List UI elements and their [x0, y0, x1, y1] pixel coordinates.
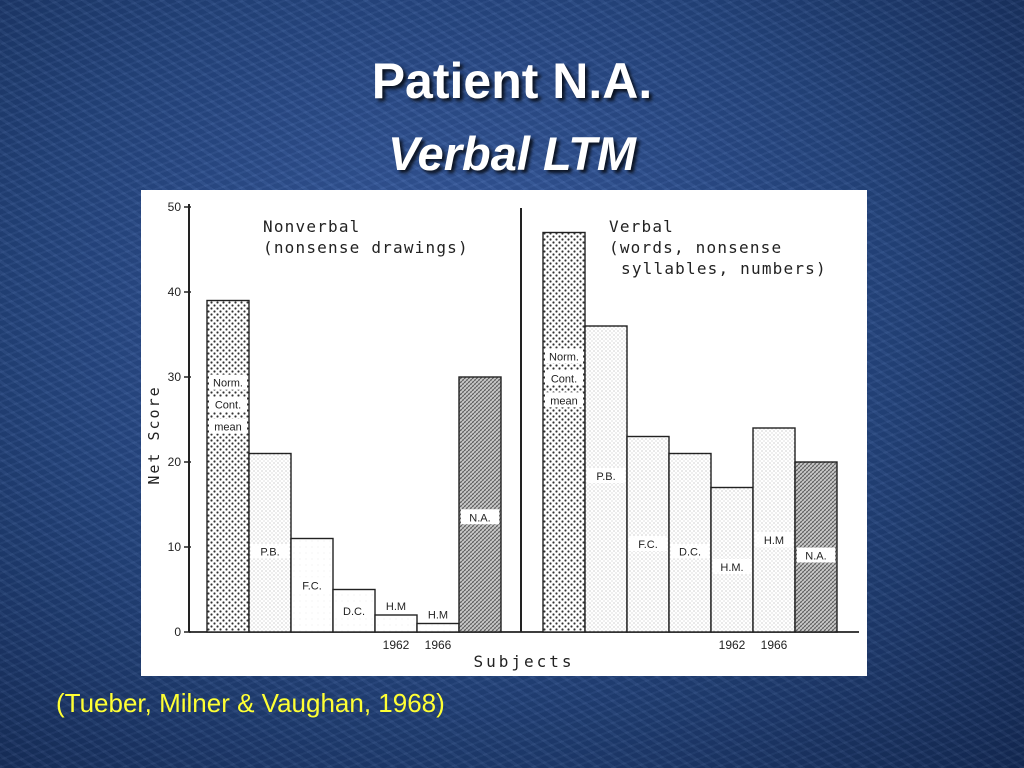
- slide-subtitle: Verbal LTM: [387, 127, 637, 180]
- y-tick-label: 0: [174, 625, 181, 639]
- x-axis-title: Subjects: [473, 652, 575, 671]
- y-tick-label: 50: [167, 200, 181, 214]
- y-tick-label: 10: [167, 540, 181, 554]
- citation: (Tueber, Milner & Vaughan, 1968): [56, 688, 445, 718]
- bar-label: N.A.: [805, 550, 827, 563]
- bar-label: D.C.: [679, 546, 701, 559]
- panel-1-header-line-1: Nonverbal: [263, 217, 361, 236]
- bar-label: Cont.: [214, 399, 242, 412]
- panel-2-header-line-3: syllables, numbers): [621, 259, 827, 278]
- y-tick-label: 20: [167, 455, 181, 469]
- bar-1-1: [207, 301, 249, 633]
- bar-label: mean: [214, 421, 242, 434]
- bar-1-5: [375, 615, 417, 632]
- bar-label: P.B.: [260, 546, 280, 559]
- bar-year-label: 1966: [424, 638, 452, 652]
- bar-year-label: 1962: [382, 638, 410, 652]
- bar-label: Cont.: [550, 373, 578, 386]
- bar-2-7: [795, 462, 837, 632]
- bar-year-label: 1962: [718, 638, 746, 652]
- bar-label: H.M: [763, 535, 785, 548]
- bar-1-2: [249, 454, 291, 633]
- y-axis-title: Net Score: [145, 385, 163, 485]
- panel-1-header-line-2: (nonsense drawings): [263, 238, 469, 257]
- panel-2-header-line-2: (words, nonsense: [609, 238, 783, 257]
- bar-1-6: [417, 624, 459, 633]
- bar-label: F.C.: [638, 539, 658, 552]
- bar-label: mean: [550, 395, 578, 408]
- bar-label: H.M: [427, 609, 449, 622]
- figure-panel: [141, 190, 867, 676]
- bar-label: H.M.: [720, 561, 744, 574]
- bar-label: P.B.: [596, 471, 616, 483]
- bar-label: Norm.: [549, 351, 579, 364]
- bar-label: N.A.: [469, 512, 491, 525]
- y-tick-label: 40: [167, 285, 181, 299]
- bar-label: D.C.: [343, 605, 365, 618]
- bar-2-4: [669, 454, 711, 633]
- bar-chart: [141, 190, 867, 676]
- slide-title: Patient N.A.: [371, 53, 653, 109]
- bar-2-6: [753, 428, 795, 632]
- panel-2-header-line-1: Verbal: [609, 217, 674, 236]
- bar-label: Norm.: [213, 377, 243, 390]
- bar-2-1: [543, 233, 585, 633]
- bar-label: F.C.: [302, 580, 322, 593]
- bar-label: H.M: [385, 601, 407, 613]
- bar-year-label: 1966: [760, 638, 788, 652]
- y-tick-label: 30: [167, 370, 181, 384]
- bar-1-7: [459, 377, 501, 632]
- bar-2-3: [627, 437, 669, 633]
